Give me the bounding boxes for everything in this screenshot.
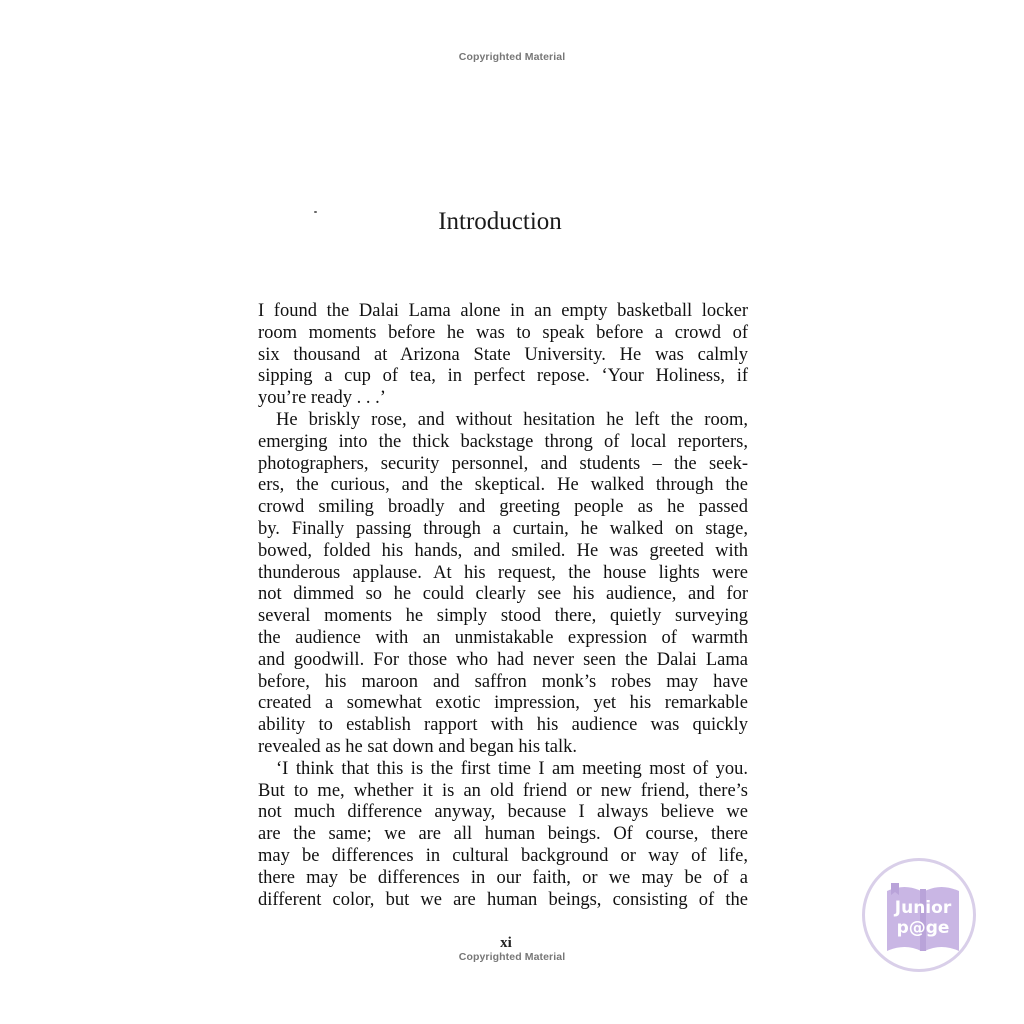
text-line: ability to establish rapport with his audience was quickly [258, 715, 748, 736]
paragraph-3 [258, 759, 748, 912]
text-line: several moments he simply stood there, quietly surveying [258, 606, 748, 627]
text-line: may be differences in cultural background or way of life, [258, 845, 748, 866]
text-line: not much difference anyway, because I always believe we [258, 802, 748, 823]
footer-copyright: Copyrighted Material [458, 951, 566, 963]
text-line: and goodwill. For those who had never seen the Dalai Lama [258, 649, 748, 670]
text-line: thunderous applause. At his request, the house lights were [258, 562, 748, 583]
header-copyright: Copyrighted Material [458, 51, 566, 63]
text-line: you’re ready . . .’ [258, 388, 386, 409]
text-line: before, his maroon and saffron monk’s robes may have [258, 671, 748, 692]
text-line: six thousand at Arizona State University. He was calmly [258, 344, 748, 365]
badge-text-line1: Junior [894, 898, 952, 918]
text-line: created a somewhat exotic impression, yet his remarkable [258, 693, 748, 714]
text-line: ers, the curious, and the skeptical. He walked through the [258, 475, 748, 496]
text-line: I found the Dalai Lama alone in an empty basketball locker [258, 301, 748, 321]
text-line: room moments before he was to speak before a crowd of [258, 322, 748, 343]
text-line: ‘I think that this is the first time I am meeting most of you. [276, 758, 748, 779]
text-line: revealed as he sat down and began his talk. [258, 736, 578, 757]
text-line: there may be differences in our faith, or we may be of a [258, 867, 748, 888]
text-line: are the same; we are all human beings. Of course, there [258, 824, 748, 845]
chapter-title: Introduction [438, 208, 562, 235]
text-line: by. Finally passing through a curtain, he walked on stage, [258, 518, 748, 539]
text-line: crowd smiling broadly and greeting people as he passed [258, 497, 748, 518]
text-line: different color, but we are human beings, consisting of the [258, 889, 748, 910]
text-line: the audience with an unmistakable expression of warmth [258, 627, 748, 648]
text-line: bowed, folded his hands, and smiled. He was greeted with [258, 540, 748, 561]
page-number: xi [500, 935, 512, 951]
text-line: not dimmed so he could clearly see his audience, and for [258, 584, 748, 605]
paragraph-1 [258, 301, 748, 410]
text-line: sipping a cup of tea, in perfect repose. ‘Your Holiness, if [258, 366, 748, 387]
body-text [258, 301, 748, 911]
junior-page-badge [862, 858, 976, 972]
text-line: But to me, whether it is an old friend or new friend, there’s [258, 780, 748, 801]
badge-text-line2: p@ge [896, 918, 950, 938]
text-line: emerging into the thick backstage throng of local reporters, [258, 431, 748, 452]
text-line: He briskly rose, and without hesitation he left the room, [276, 409, 748, 430]
paragraph-2 [258, 410, 748, 759]
text-line: photographers, security personnel, and students – the seek- [258, 453, 748, 474]
